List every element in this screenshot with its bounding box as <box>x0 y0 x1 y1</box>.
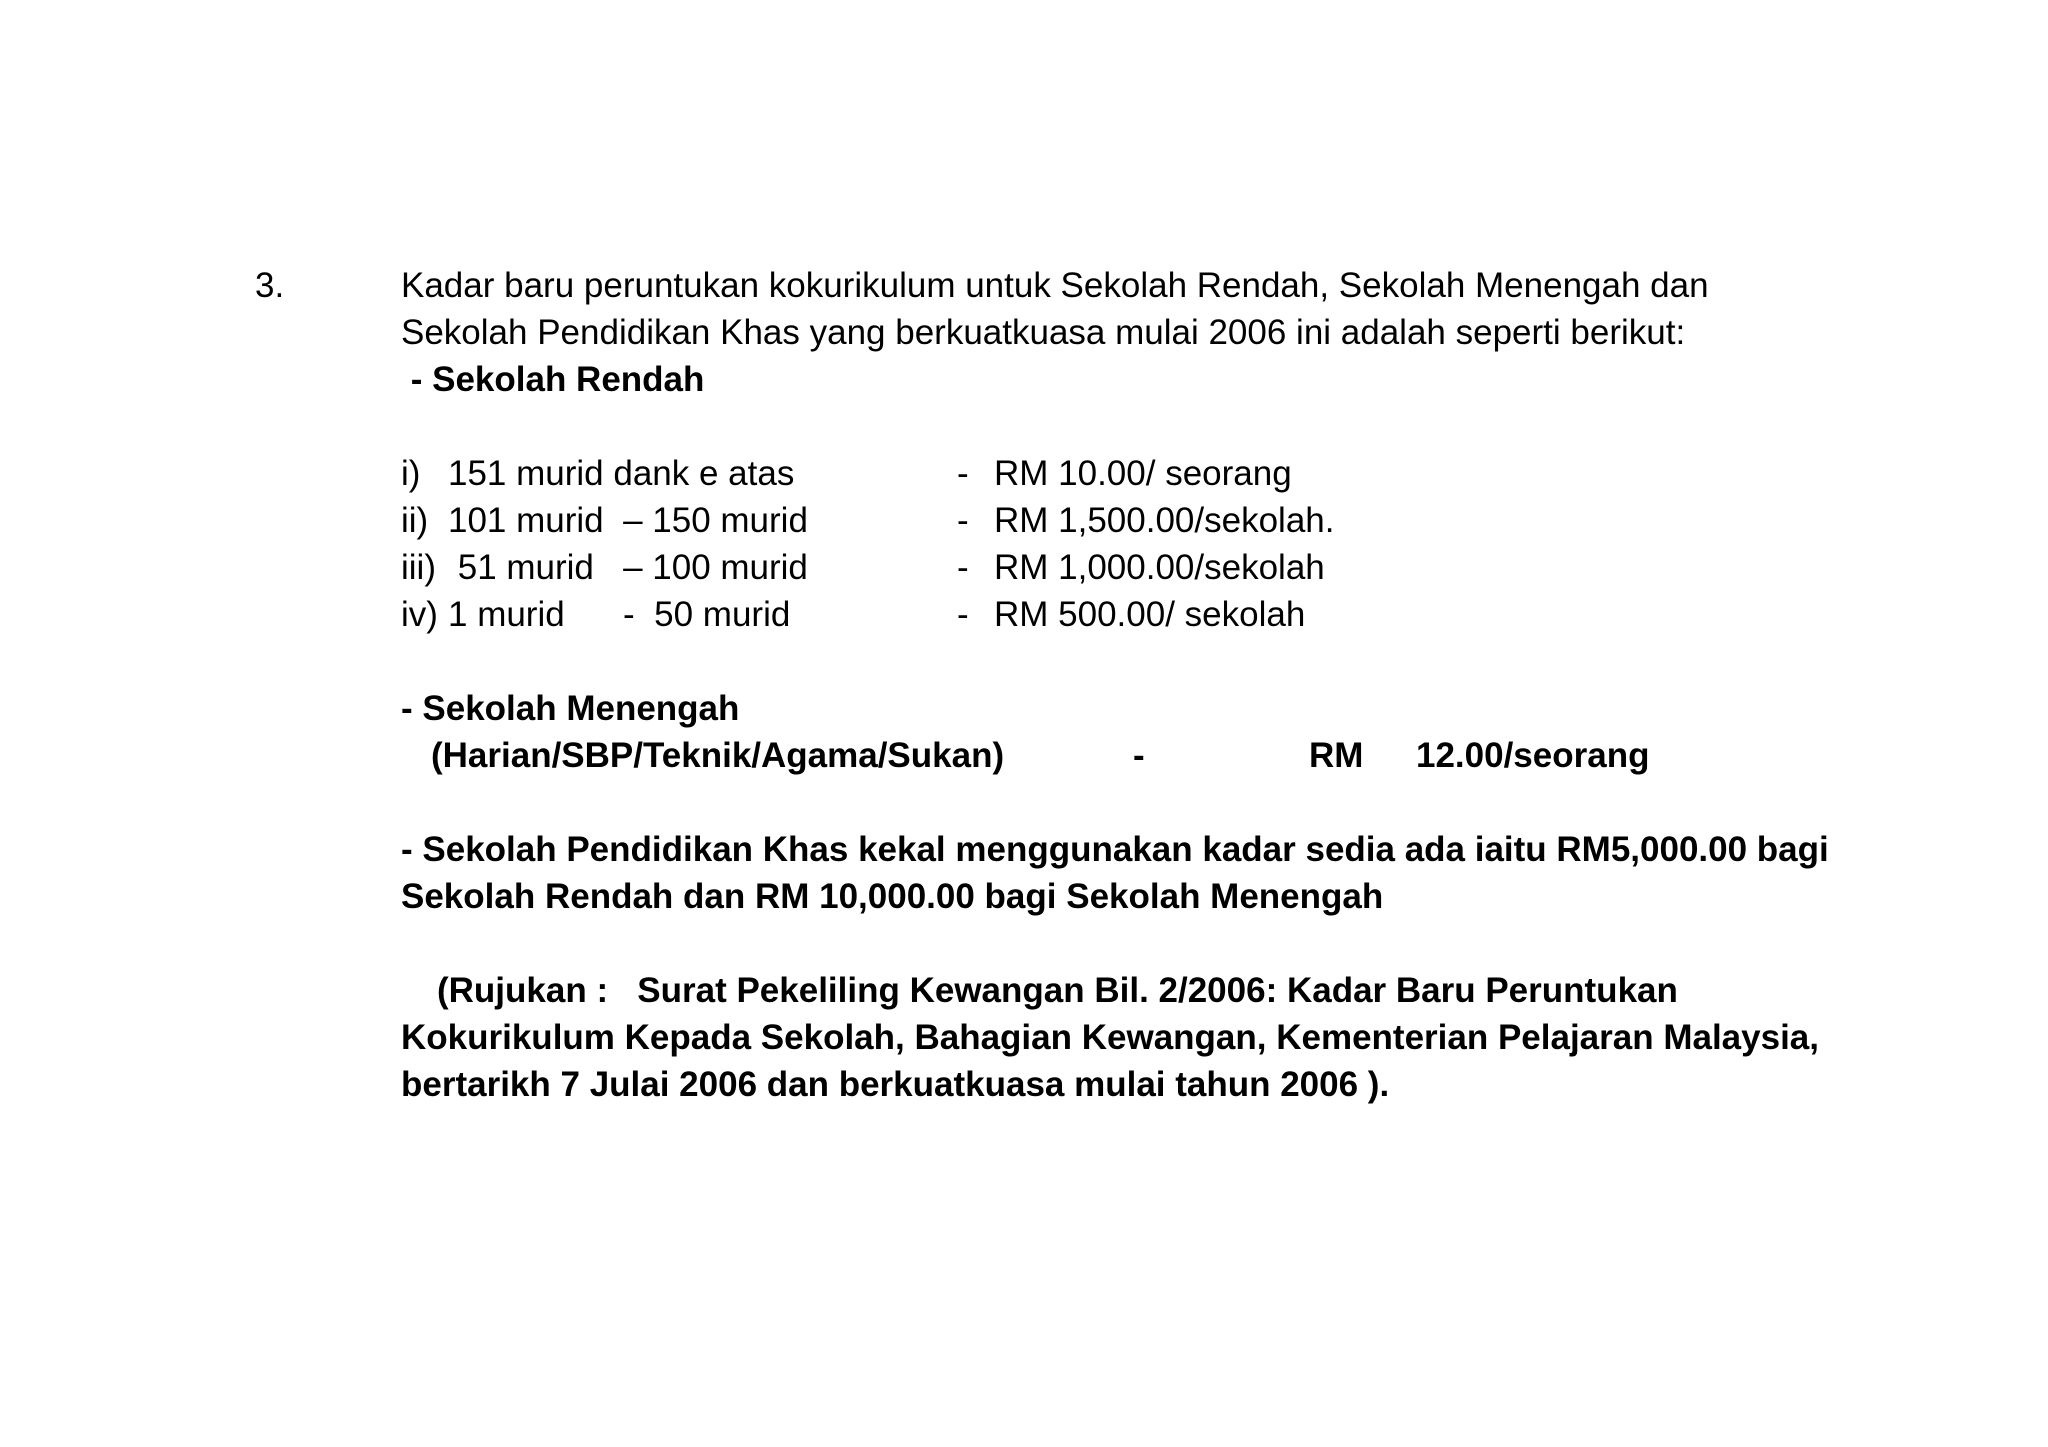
rate-amount: 12.00/seorang <box>1416 736 1650 775</box>
spacer <box>401 638 1821 685</box>
item-number: 3. <box>255 266 285 305</box>
rate-dash: - <box>1133 736 1145 775</box>
tier-range: 151 murid dank e atas <box>448 454 795 493</box>
item-body <box>401 262 1829 1108</box>
spacer <box>401 920 1821 967</box>
tier-dash: - <box>957 548 969 587</box>
spacer <box>401 403 1821 450</box>
tier-rate: RM 10.00/ seorang <box>994 454 1292 493</box>
tier-row <box>401 497 1821 544</box>
currency-label: RM <box>1309 736 1364 775</box>
intro-line-2: Sekolah Pendidikan Khas yang berkuatkuasa mulai 2006 ini adalah seperti berikut: <box>401 313 1686 352</box>
tier-range: 1 murid - 50 murid <box>448 595 791 634</box>
tier-roman: iii) <box>401 548 436 587</box>
pendidikan-khas-line-2: Sekolah Rendah dan RM 10,000.00 bagi Sekolah Menengah <box>401 877 1384 916</box>
tier-row <box>401 544 1821 591</box>
tier-dash: - <box>957 595 969 634</box>
tier-roman: iv) <box>401 595 438 634</box>
sekolah-menengah-rate-row <box>401 732 1821 779</box>
tier-roman: i) <box>401 454 421 493</box>
tier-dash: - <box>957 454 969 493</box>
tier-range: 51 murid – 100 murid <box>448 548 808 587</box>
intro-line-1: Kadar baru peruntukan kokurikulum untuk Sekolah Rendah, Sekolah Menengah dan <box>401 266 1709 305</box>
tier-row <box>401 591 1821 638</box>
sekolah-menengah-heading: - Sekolah Menengah <box>401 689 740 728</box>
school-types: (Harian/SBP/Teknik/Agama/Sukan) <box>431 736 1005 775</box>
tier-dash: - <box>957 501 969 540</box>
tier-rate: RM 500.00/ sekolah <box>994 595 1306 634</box>
tier-rate: RM 1,500.00/sekolah. <box>994 501 1335 540</box>
reference-line-2: Kokurikulum Kepada Sekolah, Bahagian Kewangan, Kementerian Pelajaran Malaysia, <box>401 1018 1819 1057</box>
tier-roman: ii) <box>401 501 429 540</box>
reference-line-1: (Rujukan : Surat Pekeliling Kewangan Bil. 2/2006: Kadar Baru Peruntukan <box>437 971 1678 1010</box>
sekolah-rendah-heading: - Sekolah Rendah <box>401 360 705 399</box>
tier-range: 101 murid – 150 murid <box>448 501 808 540</box>
spacer <box>401 779 1821 826</box>
pendidikan-khas-line-1: - Sekolah Pendidikan Khas kekal menggunakan kadar sedia ada iaitu RM5,000.00 bagi <box>401 830 1829 869</box>
reference-line-3: bertarikh 7 Julai 2006 dan berkuatkuasa mulai tahun 2006 ). <box>401 1065 1390 1104</box>
tier-row <box>401 450 1821 497</box>
tier-rate: RM 1,000.00/sekolah <box>994 548 1325 587</box>
